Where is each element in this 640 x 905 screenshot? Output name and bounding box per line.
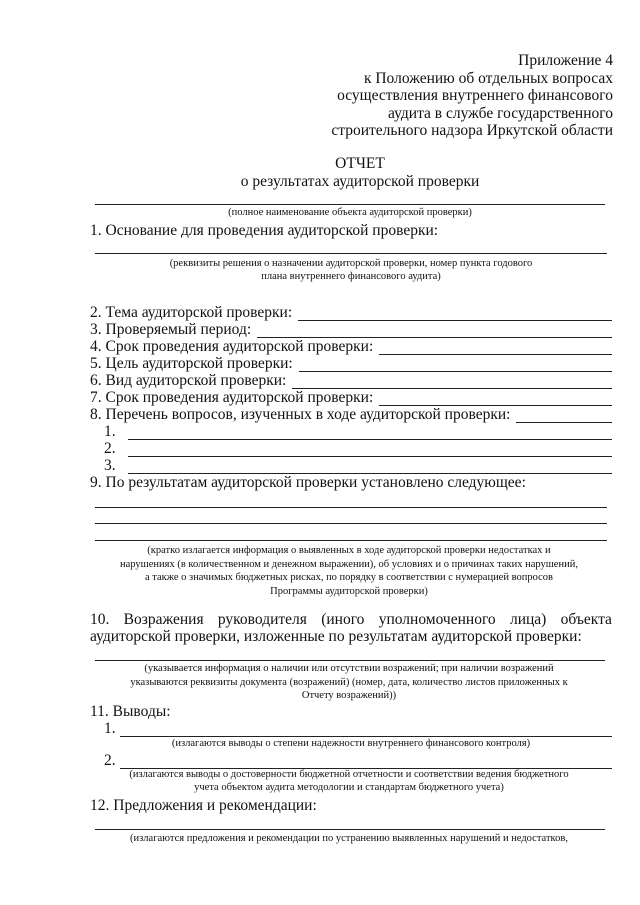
- item-6-field: [292, 375, 612, 389]
- item-3-row: [90, 321, 612, 338]
- item-9-line-1: [95, 507, 607, 508]
- item-11-label: 11. Выводы:: [90, 703, 171, 720]
- item-9-label: 9. По результатам аудиторской проверки установлено следующее:: [90, 474, 526, 491]
- item-2-field: [298, 307, 612, 321]
- item-12-note: (излагаются предложения и рекомендации по устранению выявленных нарушений и недостатков,: [130, 833, 568, 844]
- note-line: плана внутреннего финансового аудита): [261, 271, 441, 282]
- object-name-note: (полное наименование объекта аудиторской проверки): [228, 207, 472, 218]
- item-9-line-2: [95, 523, 607, 524]
- note-line: учета объектом аудита методологии и стандартам бюджетного учета): [194, 782, 504, 793]
- sub-field: [128, 426, 612, 440]
- note-line: (указывается информация о наличии или отсутствии возражений; при наличии возражений: [144, 663, 554, 674]
- note-line: Программы аудиторской проверки): [270, 585, 428, 597]
- item-8-row: [90, 406, 612, 423]
- item-11-1-note: (излагаются выводы о степени надежности внутреннего финансового контроля): [171, 738, 531, 749]
- item-10-note: [88, 662, 610, 703]
- item-11-2-row: [104, 752, 612, 769]
- item-11-2-note: [88, 768, 610, 794]
- item-10-word: уполномоченного: [378, 611, 496, 628]
- note-line: указываются реквизиты документа (возражений) (номер, дата, количество листов приложенных к: [130, 676, 568, 688]
- item-8-sub-1: [104, 423, 612, 440]
- item-1-line: [95, 253, 607, 254]
- item-10-word: (иного: [321, 611, 365, 628]
- sub-field: [120, 723, 612, 737]
- item-2-row: [90, 304, 612, 321]
- item-10-line-1: [90, 610, 612, 629]
- item-9-line-3: [95, 540, 607, 541]
- sub-number: 3.: [104, 457, 116, 474]
- item-11-1-row: [104, 720, 612, 737]
- appendix-line: осуществления внутреннего финансового: [337, 87, 613, 104]
- item-7-row: [90, 389, 612, 406]
- sub-field: [128, 443, 612, 457]
- appendix-line: Приложение 4: [518, 52, 613, 69]
- item-4-label: 4. Срок проведения аудиторской проверки:: [90, 338, 374, 355]
- item-2-label: 2. Тема аудиторской проверки:: [90, 304, 293, 321]
- item-7-field: [379, 392, 612, 406]
- item-9-note: [88, 544, 610, 598]
- sub-number: 2.: [104, 752, 116, 769]
- item-8-field: [516, 409, 612, 423]
- item-4-field: [379, 341, 612, 355]
- sub-number: 1.: [104, 720, 116, 737]
- document-subtitle: о результатах аудиторской проверки: [240, 173, 480, 190]
- object-name-line: [95, 204, 605, 205]
- document-title: ОТЧЕТ: [335, 155, 385, 172]
- item-5-field: [299, 358, 612, 372]
- sub-number: 2.: [104, 440, 116, 457]
- item-3-field: [257, 324, 612, 338]
- item-5-row: [90, 355, 612, 372]
- item-10-word: руководителя: [217, 611, 307, 628]
- item-6-row: [90, 372, 612, 389]
- appendix-block: [331, 52, 613, 140]
- item-10-line: [95, 660, 605, 661]
- note-line: нарушениях (в количественном и денежном выражении), об условиях и о причинах таких нарушений,: [120, 558, 578, 570]
- item-5-label: 5. Цель аудиторской проверки:: [90, 355, 293, 372]
- item-10-word: 10.: [90, 611, 110, 628]
- item-4-row: [90, 338, 612, 355]
- item-8-label: 8. Перечень вопросов, изученных в ходе аудиторской проверки:: [90, 406, 511, 423]
- note-line: (излагаются выводы о достоверности бюджетной отчетности и соответствии ведения бюджетного: [129, 769, 569, 780]
- item-10-word: Возражения: [123, 611, 204, 628]
- item-7-label: 7. Срок проведения аудиторской проверки:: [90, 389, 374, 406]
- sub-number: 1.: [104, 423, 116, 440]
- item-1-label: 1. Основание для проведения аудиторской проверки:: [90, 222, 439, 239]
- appendix-line: к Положению об отдельных вопросах: [363, 69, 613, 87]
- item-1-note: [95, 257, 607, 283]
- note-line: (реквизиты решения о назначении аудиторской проверки, номер пункта годового: [169, 258, 533, 269]
- note-line: а также о значимых бюджетных рисках, по порядку в соответствии с нумерацией вопросов: [145, 572, 553, 583]
- item-10-word: объекта: [560, 611, 612, 628]
- item-3-label: 3. Проверяемый период:: [90, 321, 252, 338]
- item-10-word: лица): [509, 611, 547, 628]
- item-12-line: [95, 829, 605, 830]
- item-6-label: 6. Вид аудиторской проверки:: [90, 372, 287, 389]
- note-line: (кратко излагается информация о выявленных в ходе аудиторской проверки недостатках и: [147, 545, 551, 556]
- item-10-line-2: аудиторской проверки, изложенные по результатам аудиторской проверки:: [90, 628, 582, 645]
- item-12-label: 12. Предложения и рекомендации:: [90, 797, 317, 814]
- note-line: Отчету возражений)): [301, 690, 397, 701]
- sub-field: [120, 755, 612, 769]
- item-8-sub-3: [104, 457, 612, 474]
- sub-field: [128, 460, 612, 474]
- item-8-sub-2: [104, 440, 612, 457]
- appendix-line: строительного надзора Иркутской области: [331, 122, 613, 139]
- appendix-line: аудита в службе государственного: [388, 104, 613, 122]
